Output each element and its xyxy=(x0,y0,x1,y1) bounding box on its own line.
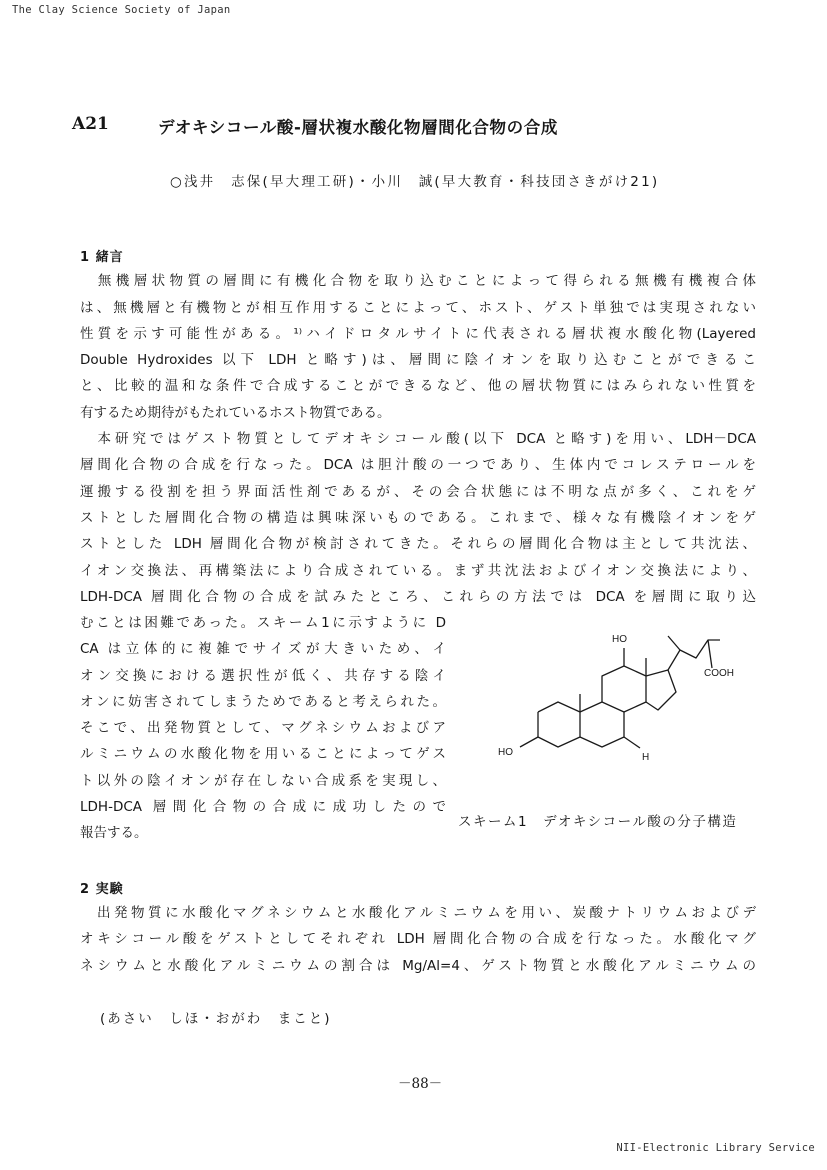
section2-heading: 2 実験 xyxy=(80,882,124,897)
scheme-caption: スキーム1 デオキシコール酸の分子構造 xyxy=(458,814,738,830)
text-line: ストとした層間化合物の構造は興味深いものである。これまで、様々な有機陰イオンをゲ xyxy=(80,509,756,526)
text-line: ルミニウムの水酸化物を用いることによってゲス xyxy=(80,746,446,763)
text-line: CA は立体的に複雑でサイズが大きいため、イ xyxy=(80,641,446,658)
page-number: －88－ xyxy=(398,1076,443,1092)
text-line: Double Hydroxides 以下 LDH と略す)は、層間に陰イオンを取り込むことができるこ xyxy=(80,352,756,369)
text-line: 運搬する役割を担う界面活性剤であるが、その会合状態には不明な点が多く、これをゲ xyxy=(80,483,756,500)
abstract-title: デオキシコール酸-層状複水酸化物層間化合物の合成 xyxy=(158,118,558,137)
text-line: イオン交換法、再構築法により合成されている。まず共沈法およびイオン交換法により、 xyxy=(80,562,756,579)
section2-paragraph xyxy=(80,900,756,979)
cooh-label: COOH xyxy=(704,668,734,679)
text-line: 層間化合物の合成を行なった。DCA は胆汁酸の一つであり、生体内でコレステロールを xyxy=(80,457,756,474)
text-line: 無機層状物質の層間に有機化合物を取り込むことによって得られる無機有機複合体 xyxy=(80,273,756,290)
ho-top-label: HO xyxy=(612,634,627,645)
text-line: オンに妨害されてしまうためであると考えられた。 xyxy=(80,693,446,710)
section1-paragraph3 xyxy=(80,610,446,847)
text-line: 報告する。 xyxy=(80,825,148,842)
text-line: LDH-DCA 層間化合物の合成を試みたところ、これらの方法では DCA を層間に取り込 xyxy=(80,588,756,605)
h-label: H xyxy=(642,752,650,763)
text-line: ストとした LDH 層間化合物が検討されてきた。それらの層間化合物は主として共沈法、 xyxy=(80,536,756,553)
text-line: オキシコール酸をゲストとしてそれぞれ LDH 層間化合物の合成を行なった。水酸化マグ xyxy=(80,931,756,948)
text-line: と、比較的温和な条件で合成することができるなど、他の層状物質にはみられない性質を xyxy=(80,378,756,395)
society-header: The Clay Science Society of Japan xyxy=(12,4,231,16)
text-line: 有するため期待がもたれているホスト物質である。 xyxy=(80,404,391,421)
author-reading: (あさい しほ・おがわ まこと) xyxy=(100,1011,332,1027)
text-line: むことは困難であった。スキーム1に示すように D xyxy=(80,615,446,631)
authors-line: ○浅井 志保(早大理工研)・小川 誠(早大教育・科技団さきがけ21) xyxy=(170,174,660,190)
text-line: 性質を示す可能性がある。¹⁾ハイドロタルサイトに代表される層状複水酸化物(Layered xyxy=(80,325,756,342)
text-line: オン交換における選択性が低く、共存する陰イ xyxy=(80,667,446,684)
text-line: は、無機層と有機物とが相互作用することによって、ホスト、ゲスト単独では実現されない xyxy=(80,299,756,316)
text-line: 出発物質に水酸化マグネシウムと水酸化アルミニウムを用い、炭酸ナトリウムおよびデ xyxy=(80,905,756,921)
abstract-title-row xyxy=(72,114,787,138)
deoxycholic-acid-structure xyxy=(490,630,760,780)
text-line: ネシウムと水酸化アルミニウムの割合は Mg/Al=4、ゲスト物質と水酸化アルミニウムの xyxy=(80,957,756,974)
section1-paragraph1 xyxy=(80,242,756,610)
text-line: 本研究ではゲスト物質としてデオキシコール酸(以下 DCA と略す)を用い、LDH－DCA xyxy=(80,431,756,448)
section1-heading: 1 緒言 xyxy=(80,250,124,265)
text-line: LDH-DCA 層間化合物の合成に成功したので xyxy=(80,799,446,816)
ho-left-label: HO xyxy=(498,747,513,758)
abstract-number: A21 xyxy=(72,114,109,134)
text-line: ト以外の陰イオンが存在しない合成系を実現し、 xyxy=(80,772,446,789)
nii-footer: NII-Electronic Library Service xyxy=(616,1142,815,1154)
text-line: そこで、出発物質として、マグネシウムおよびア xyxy=(80,720,446,737)
